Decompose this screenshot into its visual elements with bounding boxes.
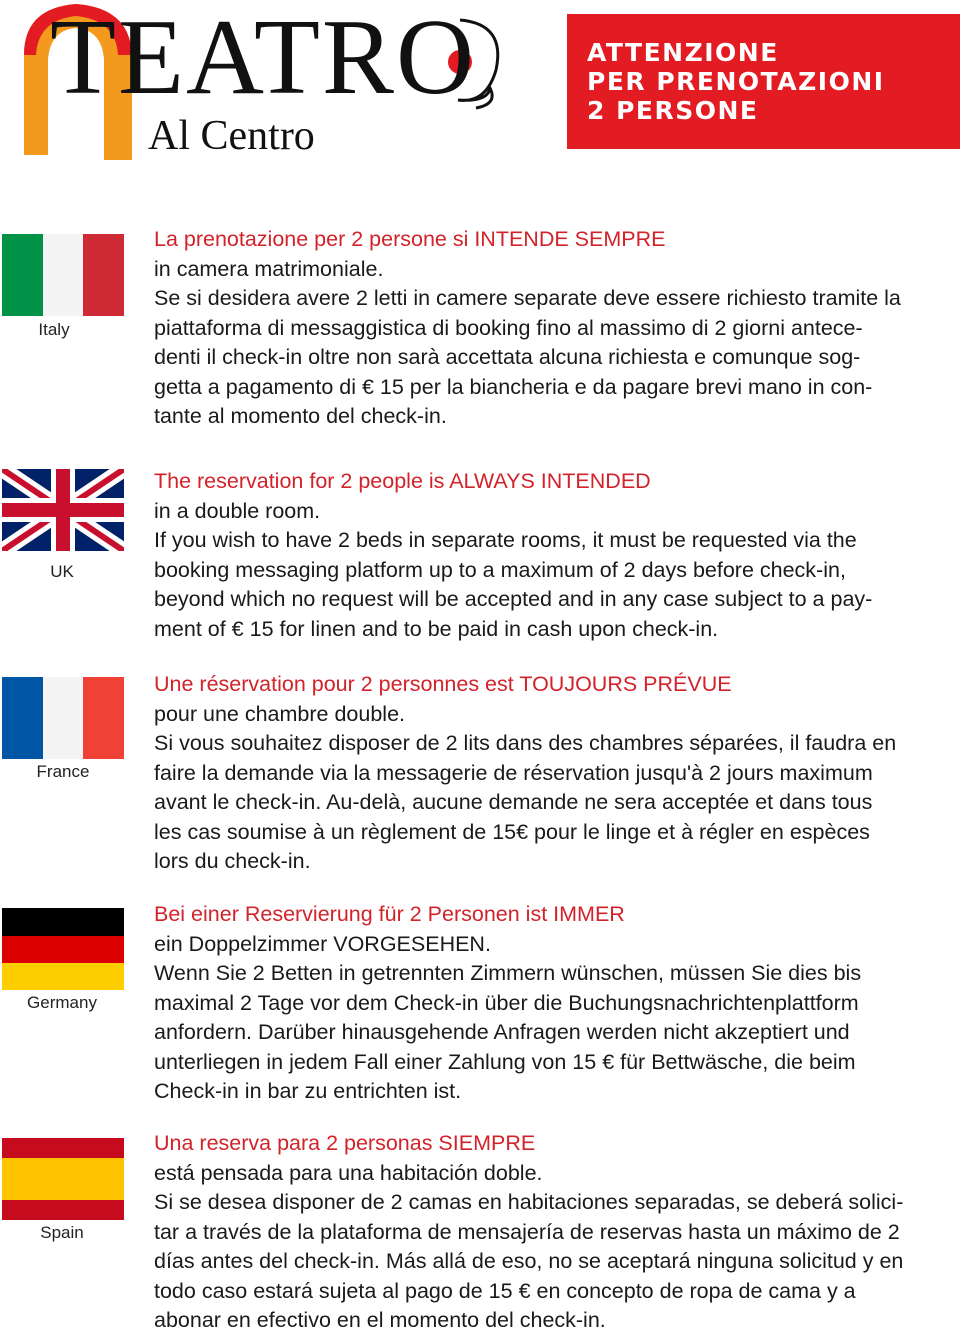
france-flag-icon <box>2 677 124 759</box>
section-line: in camera matrimoniale. <box>154 256 384 281</box>
country-label-france: France <box>36 762 90 781</box>
section-line: denti il check-in oltre non sarà accettata alcuna richiesta e comunque sog- <box>154 345 861 369</box>
section-line: maximal 2 Tage vor dem Check-in über die Buchungsnachrichtenplattform <box>154 990 859 1015</box>
banner-line-3: 2 PERSONE <box>587 96 759 125</box>
section-line: piattaforma di messaggistica di booking fino al massimo di 2 giorni antece- <box>154 315 863 340</box>
section-line: beyond which no request will be accepted and in any case subject to a pay- <box>154 587 873 611</box>
section-line: todo caso estará sujeta al pago de 15 € en concepto de ropa de cama y a <box>154 1278 856 1303</box>
section-line: Check-in in bar zu entrichten ist. <box>154 1079 462 1103</box>
banner-line-2: PER PRENOTAZIONI <box>587 67 885 96</box>
country-label-germany: Germany <box>27 993 97 1012</box>
section-line: días antes del check-in. Más allá de eso, no se aceptará ninguna solicitud y en <box>154 1249 904 1273</box>
logo-name: TEATRO <box>50 0 476 117</box>
section-headline: Une réservation pour 2 personnes est TOUJOURS PRÉVUE <box>154 672 732 696</box>
section-line: Si se desea disponer de 2 camas en habitaciones separadas, se deberá solici- <box>154 1190 904 1214</box>
section-line: Wenn Sie 2 Betten in getrennten Zimmern wünschen, müssen Sie dies bis <box>154 961 862 985</box>
country-label-uk: UK <box>50 562 74 581</box>
section-germany <box>154 900 944 1107</box>
section-france <box>154 670 944 877</box>
section-line: Si vous souhaitez disposer de 2 lits dans des chambres séparées, il faudra en <box>154 731 897 755</box>
section-line: faire la demande via la messagerie de réservation jusqu'à 2 jours maximum <box>154 760 873 785</box>
italy-flag-icon <box>2 234 124 316</box>
section-line: ment of € 15 for linen and to be paid in cash upon check-in. <box>154 616 719 641</box>
country-label-spain: Spain <box>40 1223 84 1242</box>
spain-flag-icon <box>2 1138 124 1220</box>
germany-flag-icon <box>2 908 124 990</box>
banner-line-1: ATTENZIONE <box>587 38 779 67</box>
section-line: está pensada para una habitación doble. <box>154 1160 543 1185</box>
section-headline: Una reserva para 2 personas SIEMPRE <box>154 1131 536 1155</box>
section-headline: The reservation for 2 people is ALWAYS INTENDED <box>154 469 651 493</box>
section-line: abonar en efectivo en el momento del check-in. <box>154 1308 606 1332</box>
section-line: in a double room. <box>154 498 321 523</box>
section-headline: Bei einer Reservierung für 2 Personen ist IMMER <box>154 902 625 926</box>
section-italy <box>154 225 944 432</box>
section-line: booking messaging platform up to a maximum of 2 days before check-in, <box>154 557 846 582</box>
section-line: getta a pagamento di € 15 per la biancheria e da pagare brevi mano in con- <box>154 374 873 399</box>
section-headline: La prenotazione per 2 persone si INTENDE SEMPRE <box>154 227 666 251</box>
section-line: unterliegen in jedem Fall einer Zahlung von 15 € für Bettwäsche, die beim <box>154 1049 856 1074</box>
section-line: If you wish to have 2 beds in separate rooms, it must be requested via the <box>154 528 857 552</box>
section-line: tar a través de la plataforma de mensajería de reservas hasta un máximo de 2 <box>154 1219 900 1244</box>
theatre-logo <box>18 0 518 165</box>
section-line: les cas soumise à un règlement de 15€ pour le linge et à régler en espèces <box>154 819 870 844</box>
section-line: lors du check-in. <box>154 849 311 873</box>
attention-banner <box>567 14 960 149</box>
section-line: Se si desidera avere 2 letti in camere separate deve essere richiesto tramite la <box>154 286 901 310</box>
logo-subtitle: Al Centro <box>148 113 315 159</box>
country-label-italy: Italy <box>38 320 70 339</box>
section-line: tante al momento del check-in. <box>154 404 447 428</box>
section-line: anfordern. Darüber hinausgehende Anfragen werden nicht akzeptiert und <box>154 1020 850 1044</box>
section-line: pour une chambre double. <box>154 701 406 726</box>
section-line: avant le check-in. Au-delà, aucune demande ne sera acceptée et dans tous <box>154 790 873 814</box>
uk-flag-icon <box>2 469 124 551</box>
section-uk <box>154 467 944 644</box>
section-line: ein Doppelzimmer VORGESEHEN. <box>154 931 491 956</box>
section-spain <box>154 1129 944 1336</box>
